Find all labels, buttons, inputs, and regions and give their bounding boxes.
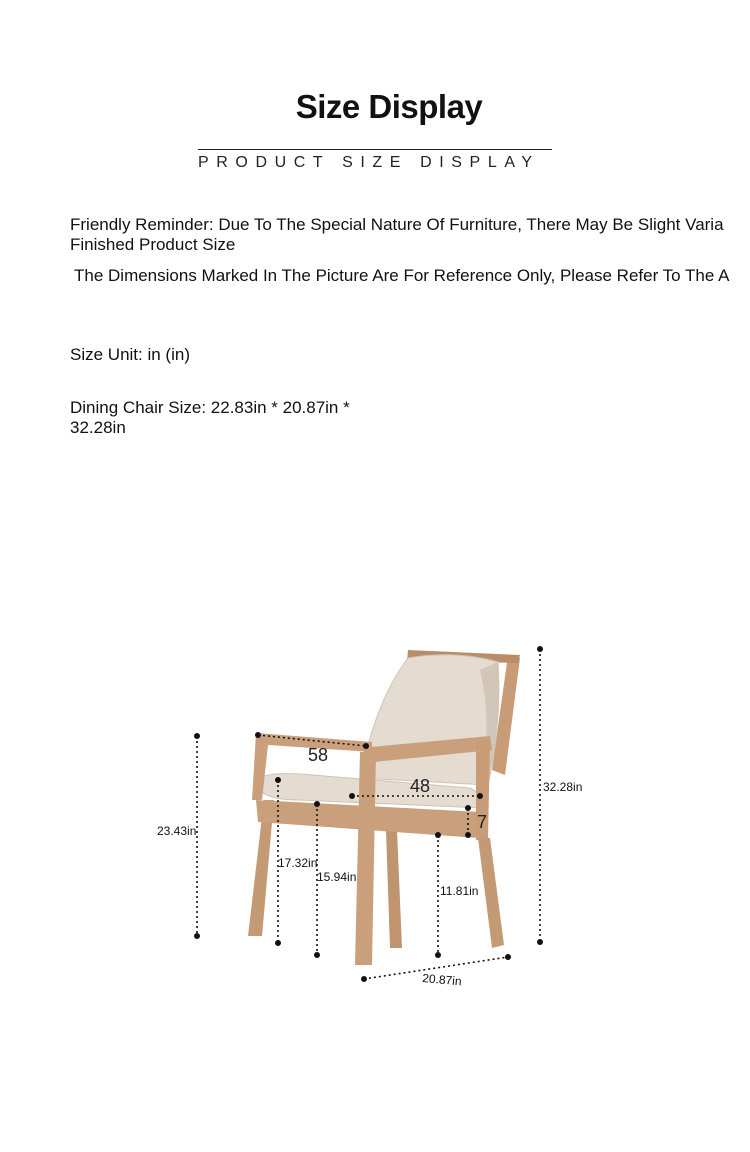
arm-height-label: 23.43in [157, 824, 197, 838]
front-seat-height-label: 15.94in [317, 870, 357, 884]
seat-thickness-label: 7 [477, 812, 488, 832]
depth-label: 20.87in [421, 971, 463, 989]
front-leg-right [478, 838, 504, 948]
page-subtitle: PRODUCT SIZE DISPLAY [198, 154, 540, 171]
back-leg-right [386, 830, 402, 948]
chair-size: Dining Chair Size: 22.83in * 20.87in * 32.28in [70, 398, 350, 437]
stretcher-height-label: 11.81in [440, 884, 479, 898]
total-height-label: 32.28in [543, 780, 583, 794]
chair-illustration [248, 650, 520, 965]
reminder-line-2: Finished Product Size [70, 235, 236, 254]
reminder-line-1: Friendly Reminder: Due To The Special Nature Of Furniture, There May Be Slight Varia [70, 215, 724, 234]
seat-width-label: 48 [410, 776, 431, 796]
size-unit: Size Unit: in (in) [70, 345, 190, 364]
armrest-depth-label: 58 [308, 745, 329, 765]
reference-note: The Dimensions Marked In The Picture Are For Reference Only, Please Refer To The A [74, 266, 730, 285]
seat-height-label: 17.32in [278, 856, 318, 870]
page-title: Size Display [295, 88, 483, 125]
